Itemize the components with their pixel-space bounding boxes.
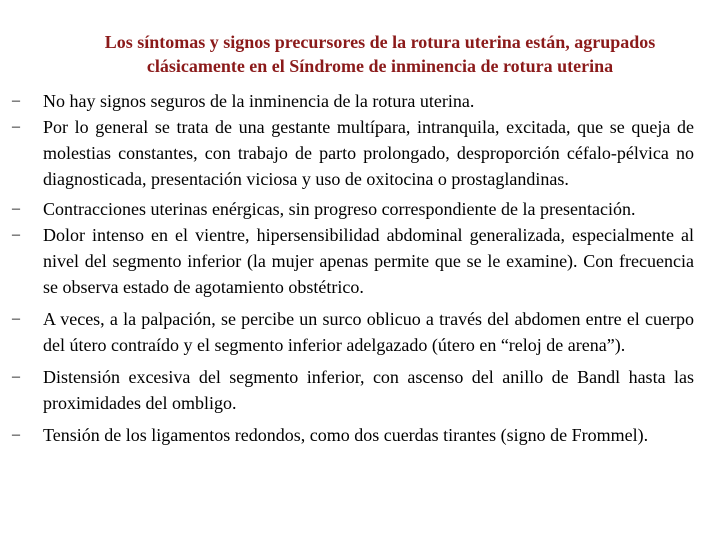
list-item-text: A veces, a la palpación, se percibe un surco oblicuo a través del abdomen entre el cuerpo del útero contraído y el segmento inferior adelgazado (útero en “reloj de arena”). [43, 309, 694, 355]
list-item-text: Por lo general se trata de una gestante multípara, intranquila, excitada, que se queja de molestias constantes, con trabajo de parto prolongado, desproporción céfalo-pélvica no diagnosticada, presentación viciosa y uso de oxitocina o prostaglandinas. [43, 117, 694, 189]
slide-title-line-2: clásicamente en el Síndrome de inminencia de rotura uterina [146, 56, 614, 76]
bullet-dash: – [12, 92, 20, 109]
list-item-text: Tensión de los ligamentos redondos, como dos cuerdas tirantes (signo de Frommel). [43, 425, 649, 445]
list-item-text: No hay signos seguros de la inminencia de la rotura uterina. [43, 91, 475, 111]
list-item [0, 306, 720, 358]
bullet-dash: – [12, 118, 20, 135]
bullet-dash: – [12, 200, 20, 217]
bullet-dash: – [12, 426, 20, 443]
list-item-text: Dolor intenso en el vientre, hipersensibilidad abdominal generalizada, especialmente al nivel del segmento inferior (la mujer apenas permite que se le examine). Con frecuencia se observa estado de agotamiento obstétrico. [43, 225, 694, 297]
bullet-dash: – [12, 226, 20, 243]
list-item [0, 114, 720, 192]
slide-title [40, 30, 720, 78]
list-item [0, 364, 720, 416]
bullet-dash: – [12, 368, 20, 385]
symptom-list [0, 88, 720, 448]
bullet-dash: – [12, 310, 20, 327]
list-item [0, 196, 720, 222]
slide-title-line-1: Los síntomas y signos precursores de la rotura uterina están, agrupados [104, 32, 656, 52]
list-item-text: Distensión excesiva del segmento inferior, con ascenso del anillo de Bandl hasta las proximidades del ombligo. [43, 367, 694, 413]
list-item [0, 422, 720, 448]
list-item-text: Contracciones uterinas enérgicas, sin progreso correspondiente de la presentación. [43, 199, 636, 219]
list-item [0, 88, 720, 114]
list-item [0, 222, 720, 300]
